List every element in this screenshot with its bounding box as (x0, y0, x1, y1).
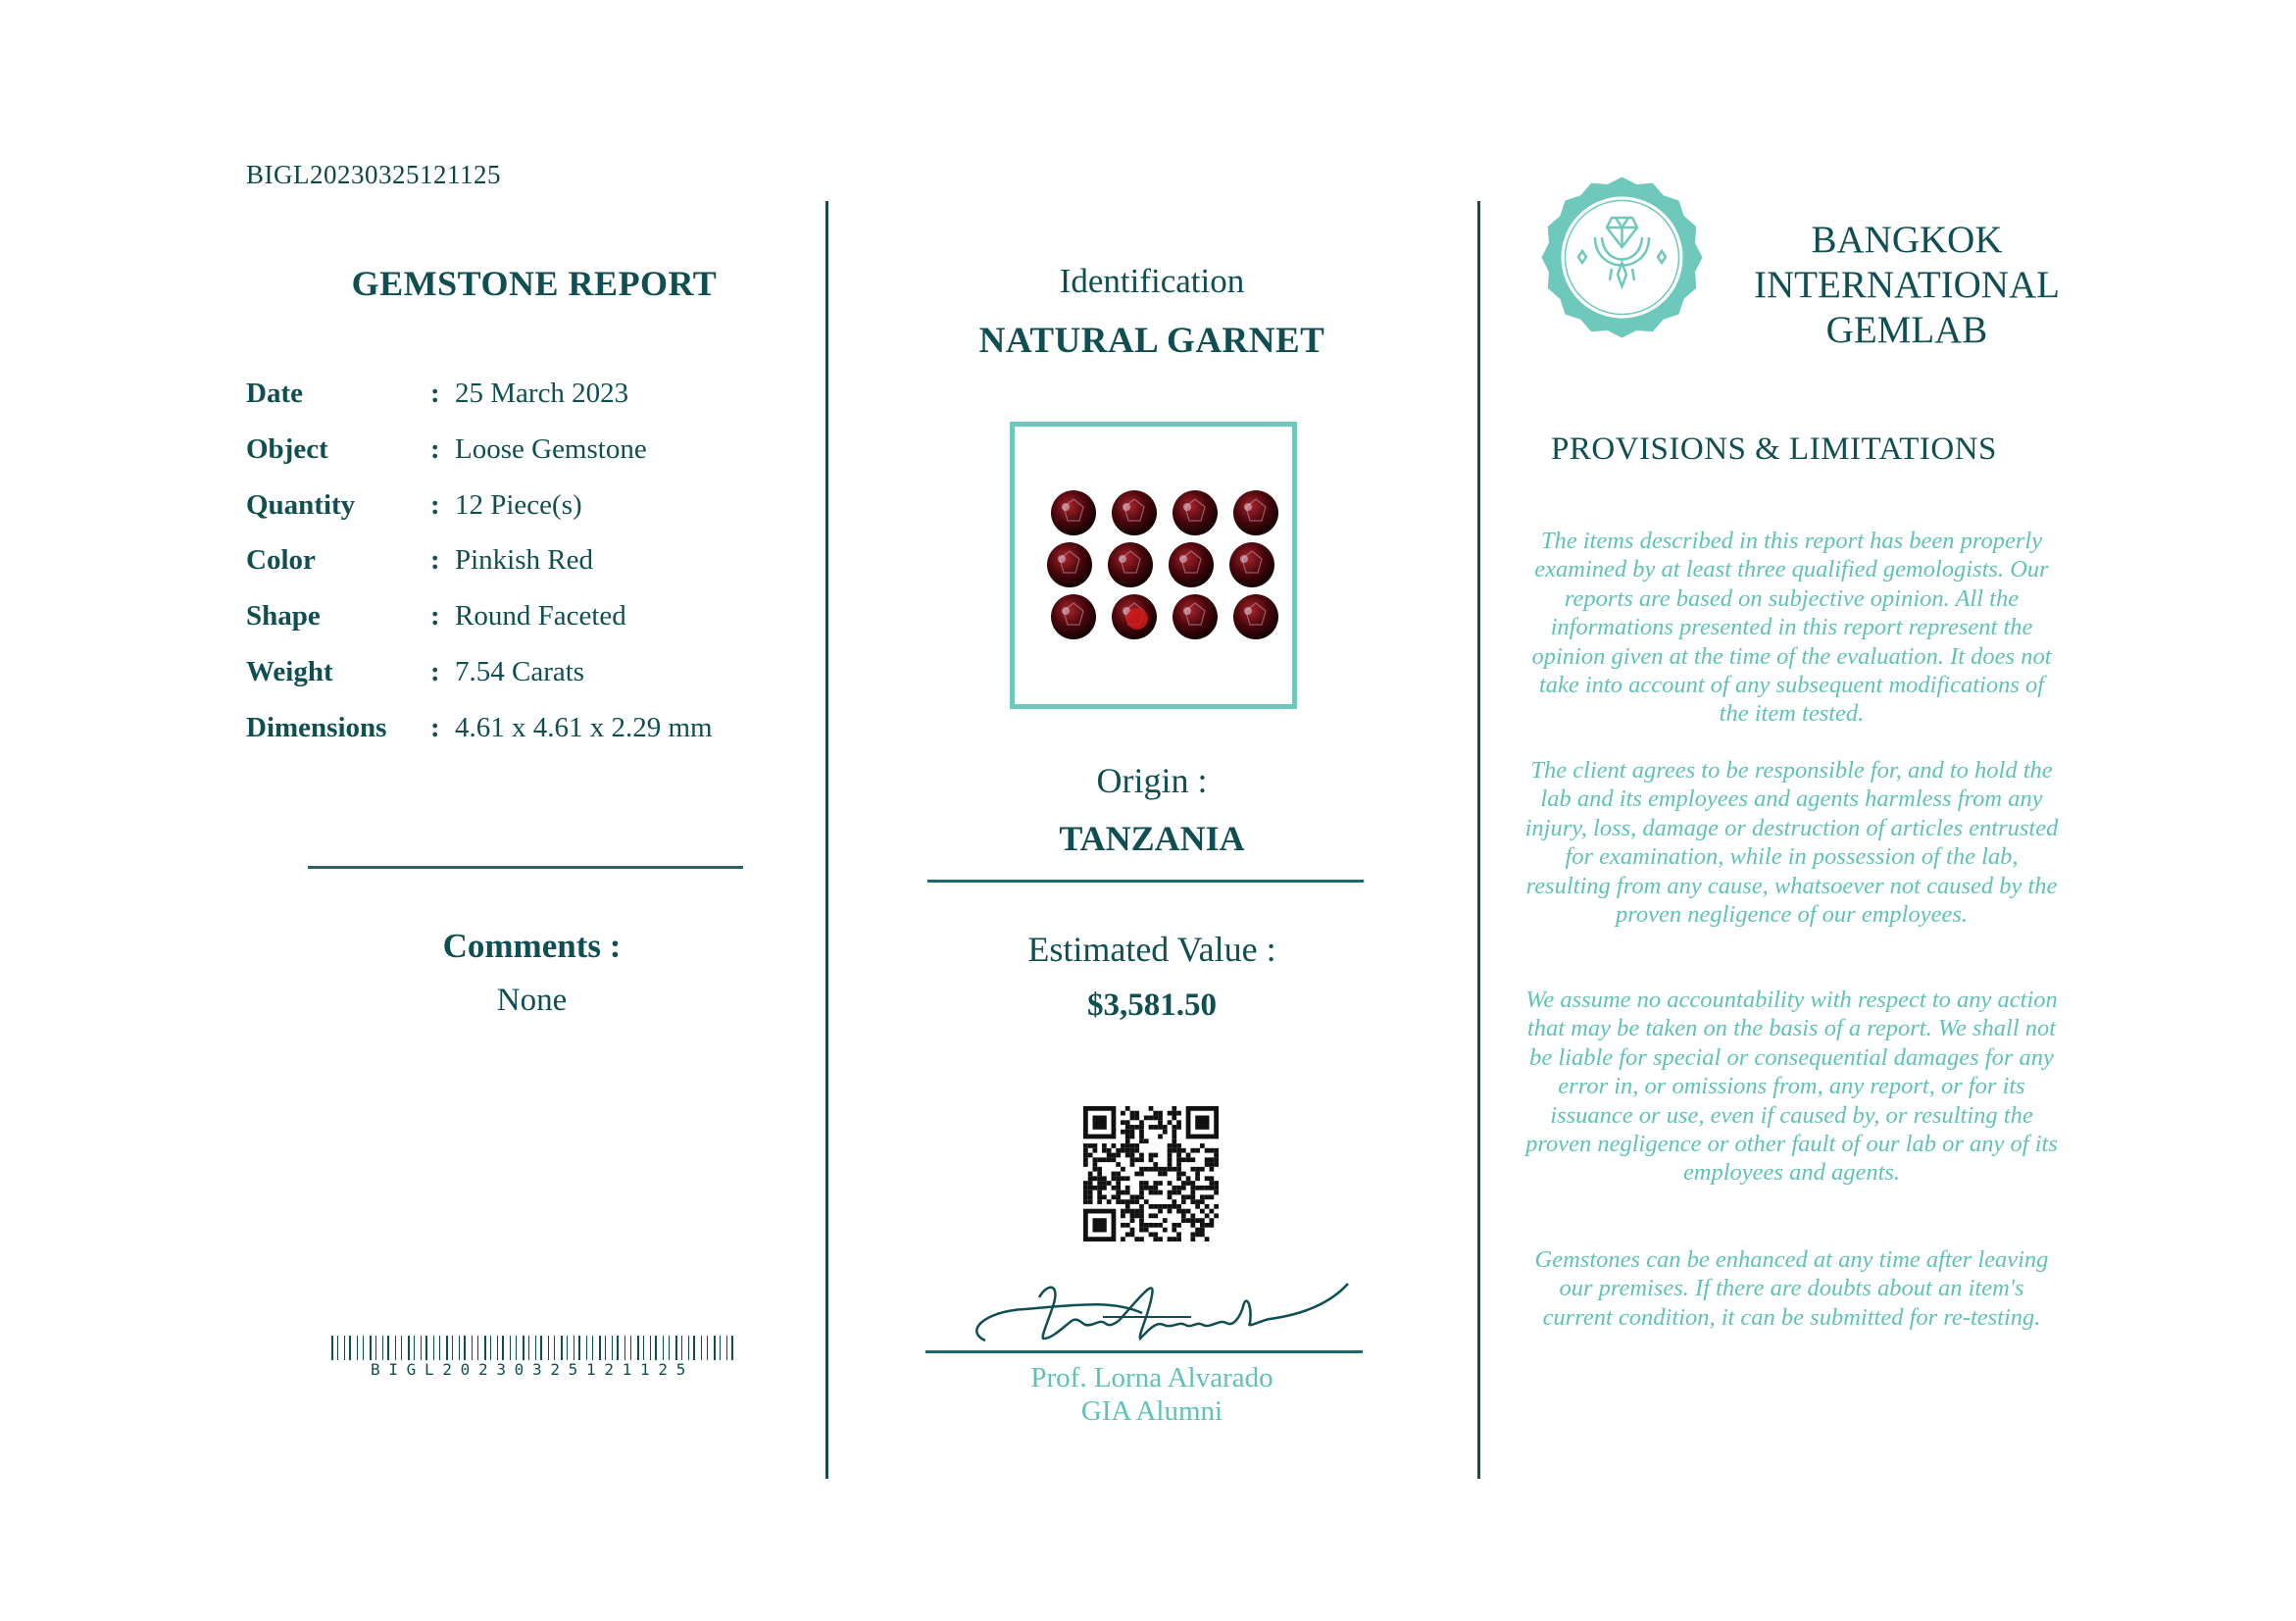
origin-label: Origin : (1096, 761, 1208, 800)
field-colon: : (430, 433, 440, 465)
field-value: Pinkish Red (455, 544, 593, 576)
origin-value: TANZANIA (1059, 819, 1245, 858)
barcode-text: BIGL20230325121125 (331, 1360, 733, 1379)
garnet-stone (1229, 542, 1274, 587)
garnet-stone (1173, 490, 1218, 535)
middle-divider-rule (927, 880, 1364, 883)
field-value: Loose Gemstone (455, 433, 647, 465)
field-label: Object (246, 433, 328, 465)
provision-paragraph: The items described in this report has been properly examined by at least three qualified gemologists. Our reports are based on subjective opinion. All the informations presented in this report represent the opinion given at the time of the evaluation. It does not take into account of any subsequent modifications of the item tested. (1531, 528, 2052, 728)
field-label: Shape (246, 600, 321, 632)
qr-code-icon (1083, 1106, 1219, 1241)
provisions-title: PROVISIONS & LIMITATIONS (1551, 431, 1997, 467)
field-label: Dimensions (246, 712, 387, 743)
garnet-stone (1233, 490, 1278, 535)
garnet-stone (1173, 594, 1218, 639)
left-divider-rule (308, 866, 743, 869)
identification-label: Identification (1059, 262, 1245, 300)
field-colon: : (430, 489, 440, 521)
field-value: 7.54 Carats (455, 656, 585, 687)
lab-name-line: INTERNATIONAL (1754, 264, 2060, 306)
lab-seal-logo-icon (1541, 177, 1703, 338)
garnet-stone (1112, 594, 1157, 639)
field-value: 25 March 2023 (455, 378, 629, 409)
signer-title: GIA Alumni (1080, 1395, 1223, 1427)
garnet-stone (1047, 542, 1092, 587)
field-value: 12 Piece(s) (455, 489, 582, 521)
identification-value: NATURAL GARNET (978, 321, 1325, 361)
provision-paragraph: We assume no accountability with respect to any action that may be taken on the basis of a report. We shall not be liable for special or consequential damages for any error in, or omissions from, any report, or for its issuance or use, even if caused by, or resulting the proven negligence or other fault of our lab or any of its employees and agents. (1525, 987, 2058, 1187)
garnet-stone (1051, 490, 1096, 535)
lab-name-line: BANGKOK (1811, 219, 2003, 261)
field-colon: : (430, 600, 440, 632)
estimated-value-label: Estimated Value : (1027, 930, 1276, 969)
field-colon: : (430, 712, 440, 743)
gemstone-photo (1010, 422, 1297, 709)
garnet-stone (1169, 542, 1214, 587)
estimated-value: $3,581.50 (1087, 988, 1217, 1023)
garnet-stone (1051, 594, 1096, 639)
field-label: Quantity (246, 489, 356, 521)
field-colon: : (430, 378, 440, 409)
comments-label: Comments : (442, 927, 622, 965)
garnet-stone (1112, 490, 1157, 535)
garnet-stone (1233, 594, 1278, 639)
signer-name: Prof. Lorna Alvarado (1030, 1362, 1273, 1393)
lab-name-line: GEMLAB (1825, 309, 1988, 351)
field-label: Color (246, 544, 316, 576)
garnet-stone (1108, 542, 1153, 587)
field-colon: : (430, 544, 440, 576)
panel-divider-right (1477, 201, 1480, 1479)
field-value: 4.61 x 4.61 x 2.29 mm (455, 712, 713, 743)
field-value: Round Faceted (455, 600, 626, 632)
gemstone-image (1015, 427, 1292, 704)
signature-line (925, 1350, 1363, 1353)
provision-paragraph: The client agrees to be responsible for, and to hold the lab and its employees and agents harmless from any injury, loss, damage or destruction of articles entrusted for examination, while in possession of the lab, resulting from any cause, whatsoever not caused by the proven negligence of our employees. (1524, 757, 2059, 929)
panel-divider-left (825, 201, 828, 1479)
field-label: Weight (246, 656, 333, 687)
signature-image (946, 1270, 1358, 1358)
lab-name (1745, 218, 2069, 353)
field-colon: : (430, 656, 440, 687)
comments-value: None (496, 983, 568, 1018)
field-label: Date (246, 378, 303, 409)
provision-paragraph: Gemstones can be enhanced at any time after leaving our premises. If there are doubts about an item's current condition, it can be submitted for re-testing. (1534, 1246, 2049, 1331)
report-title: GEMSTONE REPORT (351, 264, 718, 303)
report-number: BIGL20230325121125 (246, 160, 501, 189)
